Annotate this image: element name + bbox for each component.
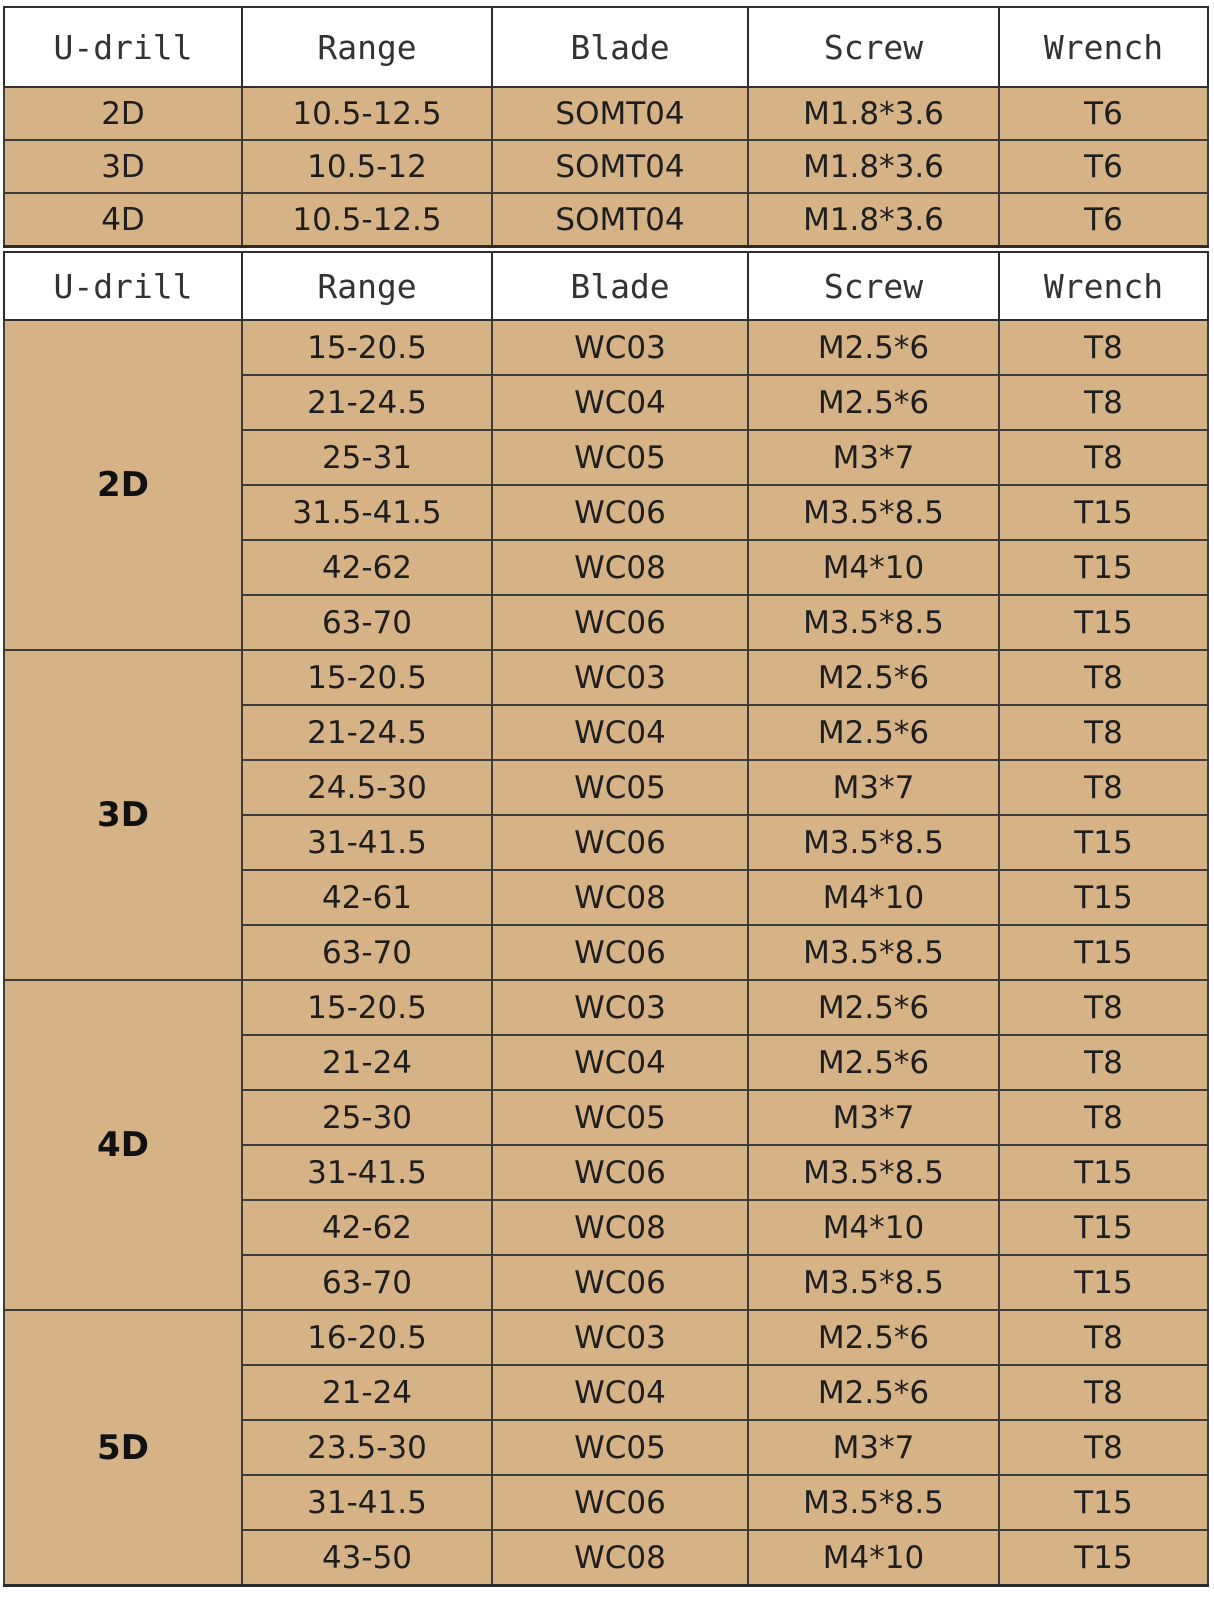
screw-cell: M3*7 [748,430,999,485]
wrench-cell: T15 [999,1200,1208,1255]
blade-cell: WC05 [492,1090,748,1145]
wrench-cell: T15 [999,595,1208,650]
range-cell: 42-62 [242,540,492,595]
screw-cell: M1.8*3.6 [748,140,999,193]
wrench-cell: T8 [999,1090,1208,1145]
range-cell: 31-41.5 [242,1145,492,1200]
blade-cell: WC06 [492,595,748,650]
table-row [4,193,1208,247]
screw-cell: M3*7 [748,1420,999,1475]
range-cell: 21-24 [242,1035,492,1090]
blade-cell: WC08 [492,1530,748,1586]
table-body [4,320,1208,1586]
wrench-cell: T8 [999,430,1208,485]
blade-cell: WC05 [492,430,748,485]
udrill-group-cell: 4D [4,980,242,1310]
wrench-cell: T15 [999,485,1208,540]
header-blade: Blade [492,7,748,87]
screw-cell: M4*10 [748,1530,999,1586]
screw-cell: M4*10 [748,870,999,925]
blade-cell: SOMT04 [492,140,748,193]
wrench-cell: T8 [999,980,1208,1035]
screw-cell: M2.5*6 [748,375,999,430]
screw-cell: M3.5*8.5 [748,595,999,650]
screw-cell: M2.5*6 [748,1365,999,1420]
table-row [4,87,1208,140]
wrench-cell: T8 [999,760,1208,815]
table-row [4,650,1208,705]
table-body [4,87,1208,247]
header-screw: Screw [748,252,999,320]
wrench-cell: T8 [999,375,1208,430]
range-cell: 21-24 [242,1365,492,1420]
header-wrench: Wrench [999,252,1208,320]
blade-cell: SOMT04 [492,87,748,140]
range-cell: 15-20.5 [242,980,492,1035]
blade-cell: WC04 [492,705,748,760]
blade-cell: WC03 [492,980,748,1035]
screw-cell: M4*10 [748,540,999,595]
wrench-cell: T8 [999,1035,1208,1090]
screw-cell: M2.5*6 [748,705,999,760]
blade-cell: WC03 [492,1310,748,1365]
spec-tables [3,6,1207,1587]
table-row [4,320,1208,375]
udrill-group-cell: 5D [4,1310,242,1586]
range-cell: 24.5-30 [242,760,492,815]
wrench-cell: T15 [999,925,1208,980]
wrench-cell: T15 [999,1255,1208,1310]
blade-cell: WC05 [492,1420,748,1475]
blade-cell: WC04 [492,375,748,430]
range-cell: 10.5-12.5 [242,193,492,247]
range-cell: 43-50 [242,1530,492,1586]
udrill-cell: 2D [4,87,242,140]
screw-cell: M2.5*6 [748,980,999,1035]
header-screw: Screw [748,7,999,87]
wrench-cell: T15 [999,1475,1208,1530]
range-cell: 10.5-12 [242,140,492,193]
header-udrill: U-drill [4,7,242,87]
wrench-cell: T8 [999,1365,1208,1420]
blade-cell: WC08 [492,1200,748,1255]
screw-cell: M2.5*6 [748,650,999,705]
wrench-cell: T15 [999,815,1208,870]
header-wrench: Wrench [999,7,1208,87]
range-cell: 25-30 [242,1090,492,1145]
large-udrill-table [3,251,1209,1587]
wrench-cell: T15 [999,870,1208,925]
range-cell: 63-70 [242,595,492,650]
screw-cell: M2.5*6 [748,1310,999,1365]
range-cell: 15-20.5 [242,320,492,375]
table-header [4,7,1208,87]
screw-cell: M3.5*8.5 [748,815,999,870]
wrench-cell: T15 [999,540,1208,595]
range-cell: 21-24.5 [242,375,492,430]
wrench-cell: T6 [999,193,1208,247]
range-cell: 42-62 [242,1200,492,1255]
range-cell: 31-41.5 [242,1475,492,1530]
blade-cell: WC06 [492,925,748,980]
blade-cell: WC05 [492,760,748,815]
screw-cell: M2.5*6 [748,1035,999,1090]
wrench-cell: T8 [999,650,1208,705]
range-cell: 63-70 [242,925,492,980]
range-cell: 63-70 [242,1255,492,1310]
header-range: Range [242,252,492,320]
screw-cell: M3.5*8.5 [748,1475,999,1530]
screw-cell: M3*7 [748,760,999,815]
range-cell: 31-41.5 [242,815,492,870]
blade-cell: WC04 [492,1365,748,1420]
udrill-cell: 3D [4,140,242,193]
blade-cell: WC03 [492,320,748,375]
range-cell: 23.5-30 [242,1420,492,1475]
table-row [4,980,1208,1035]
screw-cell: M1.8*3.6 [748,193,999,247]
blade-cell: WC06 [492,815,748,870]
screw-cell: M2.5*6 [748,320,999,375]
wrench-cell: T8 [999,320,1208,375]
blade-cell: WC06 [492,1145,748,1200]
blade-cell: WC03 [492,650,748,705]
blade-cell: WC06 [492,1475,748,1530]
blade-cell: WC04 [492,1035,748,1090]
udrill-cell: 4D [4,193,242,247]
header-range: Range [242,7,492,87]
screw-cell: M3.5*8.5 [748,1145,999,1200]
screw-cell: M4*10 [748,1200,999,1255]
wrench-cell: T15 [999,1530,1208,1586]
udrill-group-cell: 3D [4,650,242,980]
range-cell: 10.5-12.5 [242,87,492,140]
table-row [4,1310,1208,1365]
wrench-cell: T15 [999,1145,1208,1200]
udrill-group-cell: 2D [4,320,242,650]
range-cell: 42-61 [242,870,492,925]
range-cell: 25-31 [242,430,492,485]
screw-cell: M3.5*8.5 [748,1255,999,1310]
small-udrill-table [3,6,1209,248]
range-cell: 16-20.5 [242,1310,492,1365]
wrench-cell: T8 [999,705,1208,760]
table-row [4,140,1208,193]
screw-cell: M3.5*8.5 [748,925,999,980]
range-cell: 21-24.5 [242,705,492,760]
header-udrill: U-drill [4,252,242,320]
wrench-cell: T6 [999,87,1208,140]
screw-cell: M3*7 [748,1090,999,1145]
blade-cell: WC06 [492,1255,748,1310]
range-cell: 31.5-41.5 [242,485,492,540]
table-header [4,252,1208,320]
blade-cell: WC08 [492,870,748,925]
header-blade: Blade [492,252,748,320]
blade-cell: SOMT04 [492,193,748,247]
wrench-cell: T6 [999,140,1208,193]
screw-cell: M1.8*3.6 [748,87,999,140]
wrench-cell: T8 [999,1420,1208,1475]
blade-cell: WC06 [492,485,748,540]
wrench-cell: T8 [999,1310,1208,1365]
blade-cell: WC08 [492,540,748,595]
screw-cell: M3.5*8.5 [748,485,999,540]
range-cell: 15-20.5 [242,650,492,705]
